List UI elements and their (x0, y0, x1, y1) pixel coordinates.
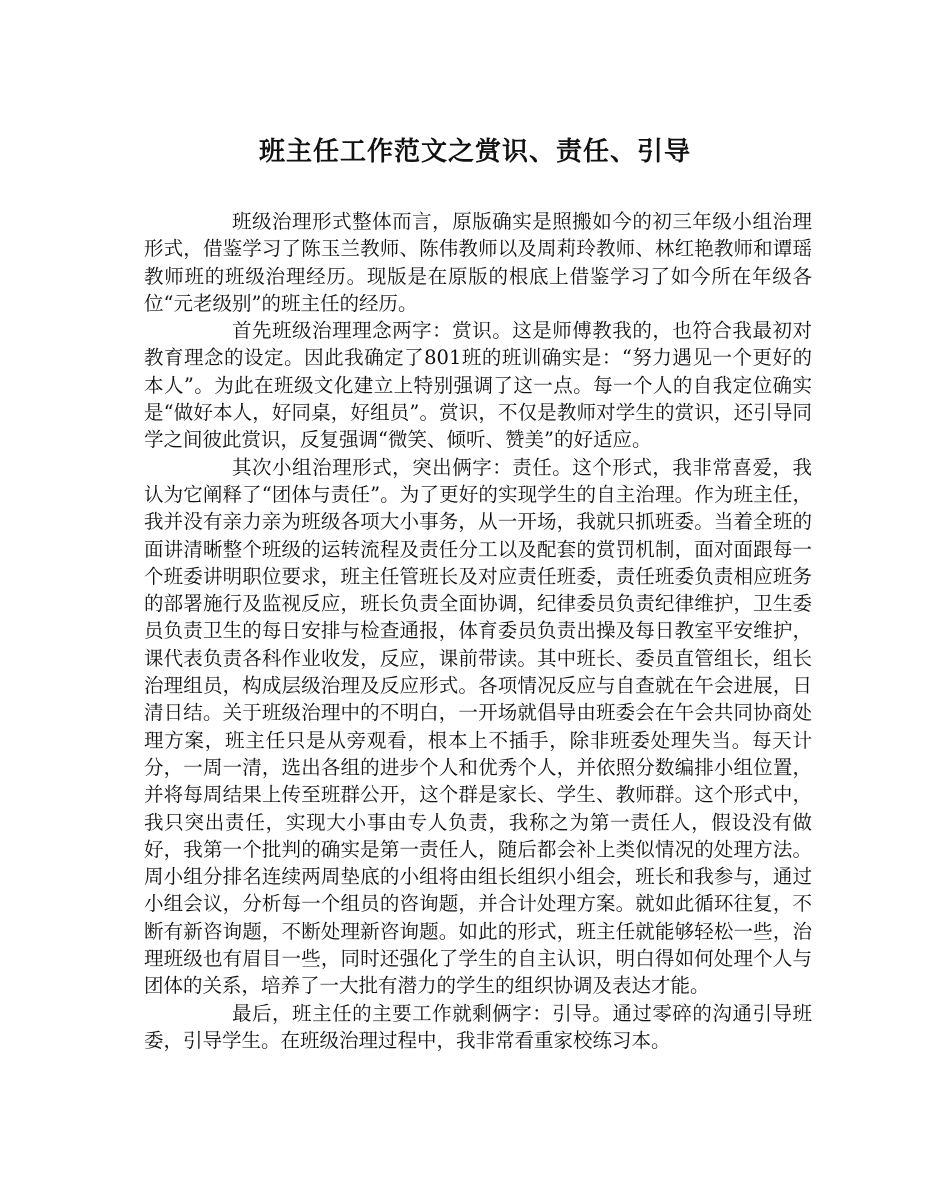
paragraph-appreciation: 首先班级治理理念两字：赏识。这是师傅教我的，也符合我最初对教育理念的设定。因此我确定了801班的班训确实是：“努力遇见一个更好的本人”。为此在班级文化建立上特别强调了这一点。每一个人的自我定位确实是“做好本人，好同桌，好组员”。赏识，不仅是教师对学生的赏识，还引导同学之间彼此赏识，反复强调“微笑、倾听、赞美”的好适应。 (144, 319, 812, 452)
paragraph-responsibility: 其次小组治理形式，突出俩字：责任。这个形式，我非常喜爱，我认为它阐释了“团体与责任”。为了更好的实现学生的自主治理。作为班主任，我并没有亲力亲为班级各项大小事务，从一开场，我就只抓班委。当着全班的面讲清晰整个班级的运转流程及责任分工以及配套的赏罚机制，面对面跟每一个班委讲明职位要求，班主任管班长及对应责任班委，责任班委负责相应班务的部署施行及监视反应，班长负责全面协调，纪律委员负责纪律维护，卫生委员负责卫生的每日安排与检查通报，体育委员负责出操及每日教室平安维护，课代表负责各科作业收发，反应，课前带读。其中班长、委员直管组长，组长治理组员，构成层级治理及反应形式。各项情况反应与自查就在午会进展，日清日结。关于班级治理中的不明白，一开场就倡导由班委会在午会共同协商处理方案，班主任只是从旁观看，根本上不插手，除非班委处理失当。每天计分，一周一清，选出各组的进步个人和优秀个人，并依照分数编排小组位置，并将每周结果上传至班群公开，这个群是家长、学生、教师群。这个形式中，我只突出责任，实现大小事由专人负责，我称之为第一责任人，假设没有做好，我第一个批判的确实是第一责任人，随后都会补上类似情况的处理方法。周小组分排名连续两周垫底的小组将由组长组织小组会，班长和我参与，通过小组会议，分析每一个组员的咨询题，并合计处理方案。就如此循环往复，不断有新咨询题，不断处理新咨询题。如此的形式，班主任就能够轻松一些，治理班级也有眉目一些，同时还强化了学生的自主认识，明白得如何处理个人与团体的关系，培养了一大批有潜力的学生的组织协调及表达才能。 (144, 455, 812, 998)
paragraph-guidance: 最后，班主任的主要工作就剩俩字：引导。通过零碎的沟通引导班委，引导学生。在班级治理过程中，我非常看重家校练习本。 (144, 1001, 812, 1052)
paragraph-intro: 班级治理形式整体而言，原版确实是照搬如今的初三年级小组治理形式，借鉴学习了陈玉兰教师、陈伟教师以及周莉玲教师、林红艳教师和谭瑶教师班的班级治理经历。现版是在原版的根底上借鉴学习了如今所在年级各位“元老级别”的班主任的经历。 (144, 210, 812, 315)
document-title: 班主任工作范文之赏识、责任、引导 (258, 137, 691, 167)
document-body (144, 208, 812, 1054)
